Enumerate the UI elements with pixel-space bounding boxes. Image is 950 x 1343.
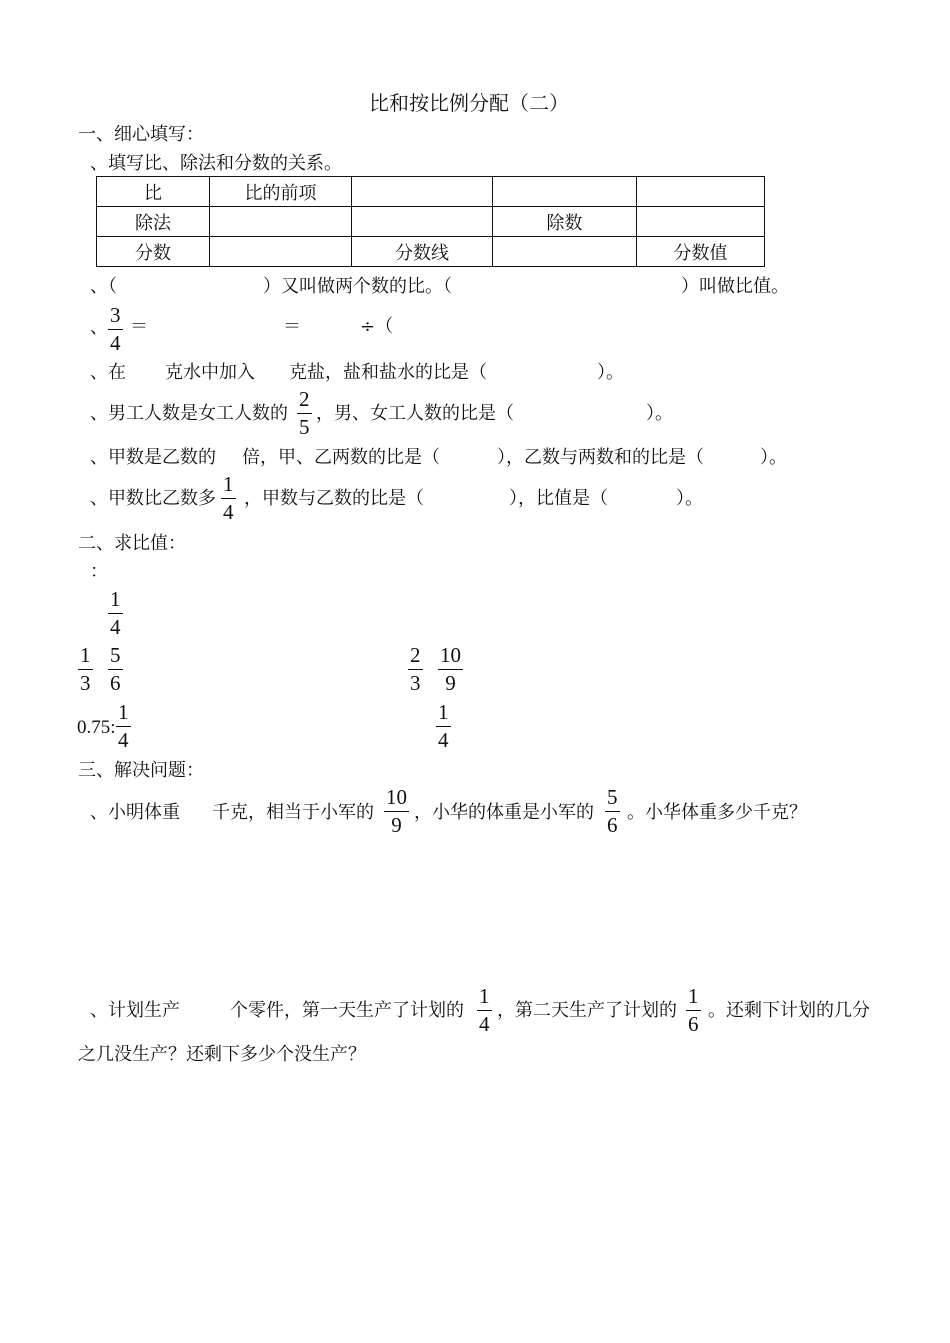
table-row bbox=[97, 207, 765, 237]
p2-part-d: 。还剩下计划的几分 bbox=[708, 1000, 870, 1021]
q4-part-c: 克盐，盐和盐水的比是（ bbox=[289, 362, 487, 383]
denominator: 4 bbox=[223, 500, 234, 525]
numerator: 2 bbox=[410, 643, 421, 667]
q5-part-b: ，男、女工人数的比是（ bbox=[316, 403, 514, 424]
q2-part-a: 、（ bbox=[90, 276, 117, 297]
equals-sign: ＝ bbox=[283, 316, 301, 337]
q7-part-b: ，甲数与乙数的比是（ bbox=[244, 488, 424, 509]
denominator: 4 bbox=[438, 728, 449, 753]
p1-part-a: 、小明体重 bbox=[90, 802, 180, 823]
q3-prefix: 、 bbox=[90, 317, 108, 338]
relation-table bbox=[96, 176, 765, 267]
numerator: 5 bbox=[110, 643, 121, 667]
table-cell: 分数线 bbox=[352, 237, 493, 267]
p1-part-b: 千克，相当于小军的 bbox=[212, 802, 374, 823]
denominator: 6 bbox=[607, 813, 618, 838]
denominator: 9 bbox=[391, 813, 402, 838]
denominator: 4 bbox=[110, 615, 121, 640]
table-cell[interactable] bbox=[637, 207, 765, 237]
q4-part-a: 、在 bbox=[90, 362, 126, 383]
denominator: 4 bbox=[110, 331, 121, 356]
table-cell: 比 bbox=[97, 177, 210, 207]
table-cell[interactable] bbox=[210, 237, 352, 267]
denominator: 5 bbox=[299, 415, 310, 440]
table-cell[interactable] bbox=[493, 177, 637, 207]
section3-heading: 三、解决问题： bbox=[78, 760, 204, 781]
numerator: 1 bbox=[479, 984, 490, 1008]
table-cell: 除数 bbox=[493, 207, 637, 237]
equals-sign: ＝ bbox=[130, 316, 148, 337]
table-cell[interactable] bbox=[352, 207, 493, 237]
table-row bbox=[97, 177, 765, 207]
p2-part-c: ，第二天生产了计划的 bbox=[497, 1000, 677, 1021]
fraction bbox=[297, 389, 312, 438]
numerator: 1 bbox=[110, 587, 121, 611]
table-cell[interactable] bbox=[637, 177, 765, 207]
q7-part-d: ）。 bbox=[676, 488, 703, 509]
section2-heading: 二、求比值： bbox=[78, 533, 186, 554]
numerator: 1 bbox=[80, 643, 91, 667]
denominator: 6 bbox=[688, 1012, 699, 1037]
q6-part-b: 倍，甲、乙两数的比是（ bbox=[242, 447, 440, 468]
numerator: 10 bbox=[386, 785, 407, 809]
table-cell: 分数 bbox=[97, 237, 210, 267]
fraction bbox=[221, 474, 236, 523]
denominator: 4 bbox=[118, 728, 129, 753]
ratio-prefix: 0.75: bbox=[77, 717, 116, 738]
p2-part-a: 、计划生产 bbox=[90, 1000, 180, 1021]
divide-paren: ÷（ bbox=[360, 316, 394, 337]
numerator: 1 bbox=[438, 700, 449, 724]
section1-heading: 一、细心填写： bbox=[78, 124, 204, 145]
numerator: 2 bbox=[299, 387, 310, 411]
fraction bbox=[477, 986, 492, 1035]
p1-part-d: 。小华体重多少千克？ bbox=[627, 802, 807, 823]
table-cell[interactable] bbox=[352, 177, 493, 207]
q6-part-a: 、甲数是乙数的 bbox=[90, 447, 216, 468]
numerator: 3 bbox=[110, 303, 121, 327]
table-cell: 比的前项 bbox=[210, 177, 352, 207]
q4-part-d: ）。 bbox=[597, 362, 624, 383]
fraction bbox=[436, 702, 451, 751]
fraction bbox=[408, 645, 423, 694]
q7-part-c: ），比值是（ bbox=[509, 488, 608, 509]
numerator: 1 bbox=[118, 700, 129, 724]
fraction bbox=[384, 787, 409, 836]
q1-text: 、填写比、除法和分数的关系。 bbox=[90, 153, 342, 174]
q6-part-d: ）。 bbox=[760, 447, 787, 468]
denominator: 9 bbox=[445, 671, 456, 696]
table-cell: 除法 bbox=[97, 207, 210, 237]
fraction bbox=[78, 645, 93, 694]
p1-part-c: ，小华的体重是小军的 bbox=[414, 802, 594, 823]
q5-part-a: 、男工人数是女工人数的 bbox=[90, 403, 288, 424]
q2-part-c: ）叫做比值。 bbox=[681, 276, 789, 297]
page-title: 比和按比例分配（二） bbox=[369, 91, 569, 115]
q5-part-c: ）。 bbox=[646, 403, 673, 424]
table-cell[interactable] bbox=[493, 237, 637, 267]
fraction bbox=[108, 645, 123, 694]
table-cell: 分数值 bbox=[637, 237, 765, 267]
fraction bbox=[686, 986, 701, 1035]
fraction bbox=[116, 702, 131, 751]
ratio-colon: ： bbox=[90, 561, 108, 582]
fraction bbox=[108, 305, 123, 354]
numerator: 1 bbox=[223, 472, 234, 496]
fraction bbox=[108, 589, 123, 638]
table-row bbox=[97, 237, 765, 267]
q4-part-b: 克水中加入 bbox=[165, 362, 255, 383]
p2-part-b: 个零件，第一天生产了计划的 bbox=[230, 1000, 464, 1021]
q2-part-b: ）又叫做两个数的比。（ bbox=[263, 276, 452, 297]
numerator: 1 bbox=[688, 984, 699, 1008]
denominator: 6 bbox=[110, 671, 121, 696]
q6-part-c: ），乙数与两数和的比是（ bbox=[497, 447, 704, 468]
denominator: 3 bbox=[410, 671, 421, 696]
table-cell[interactable] bbox=[210, 207, 352, 237]
fraction bbox=[605, 787, 620, 836]
numerator: 10 bbox=[440, 643, 461, 667]
fraction bbox=[438, 645, 463, 694]
denominator: 3 bbox=[80, 671, 91, 696]
p2-line2: 之几没生产？还剩下多少个没生产？ bbox=[78, 1044, 366, 1065]
denominator: 4 bbox=[479, 1012, 490, 1037]
q7-part-a: 、甲数比乙数多 bbox=[90, 488, 216, 509]
numerator: 5 bbox=[607, 785, 618, 809]
